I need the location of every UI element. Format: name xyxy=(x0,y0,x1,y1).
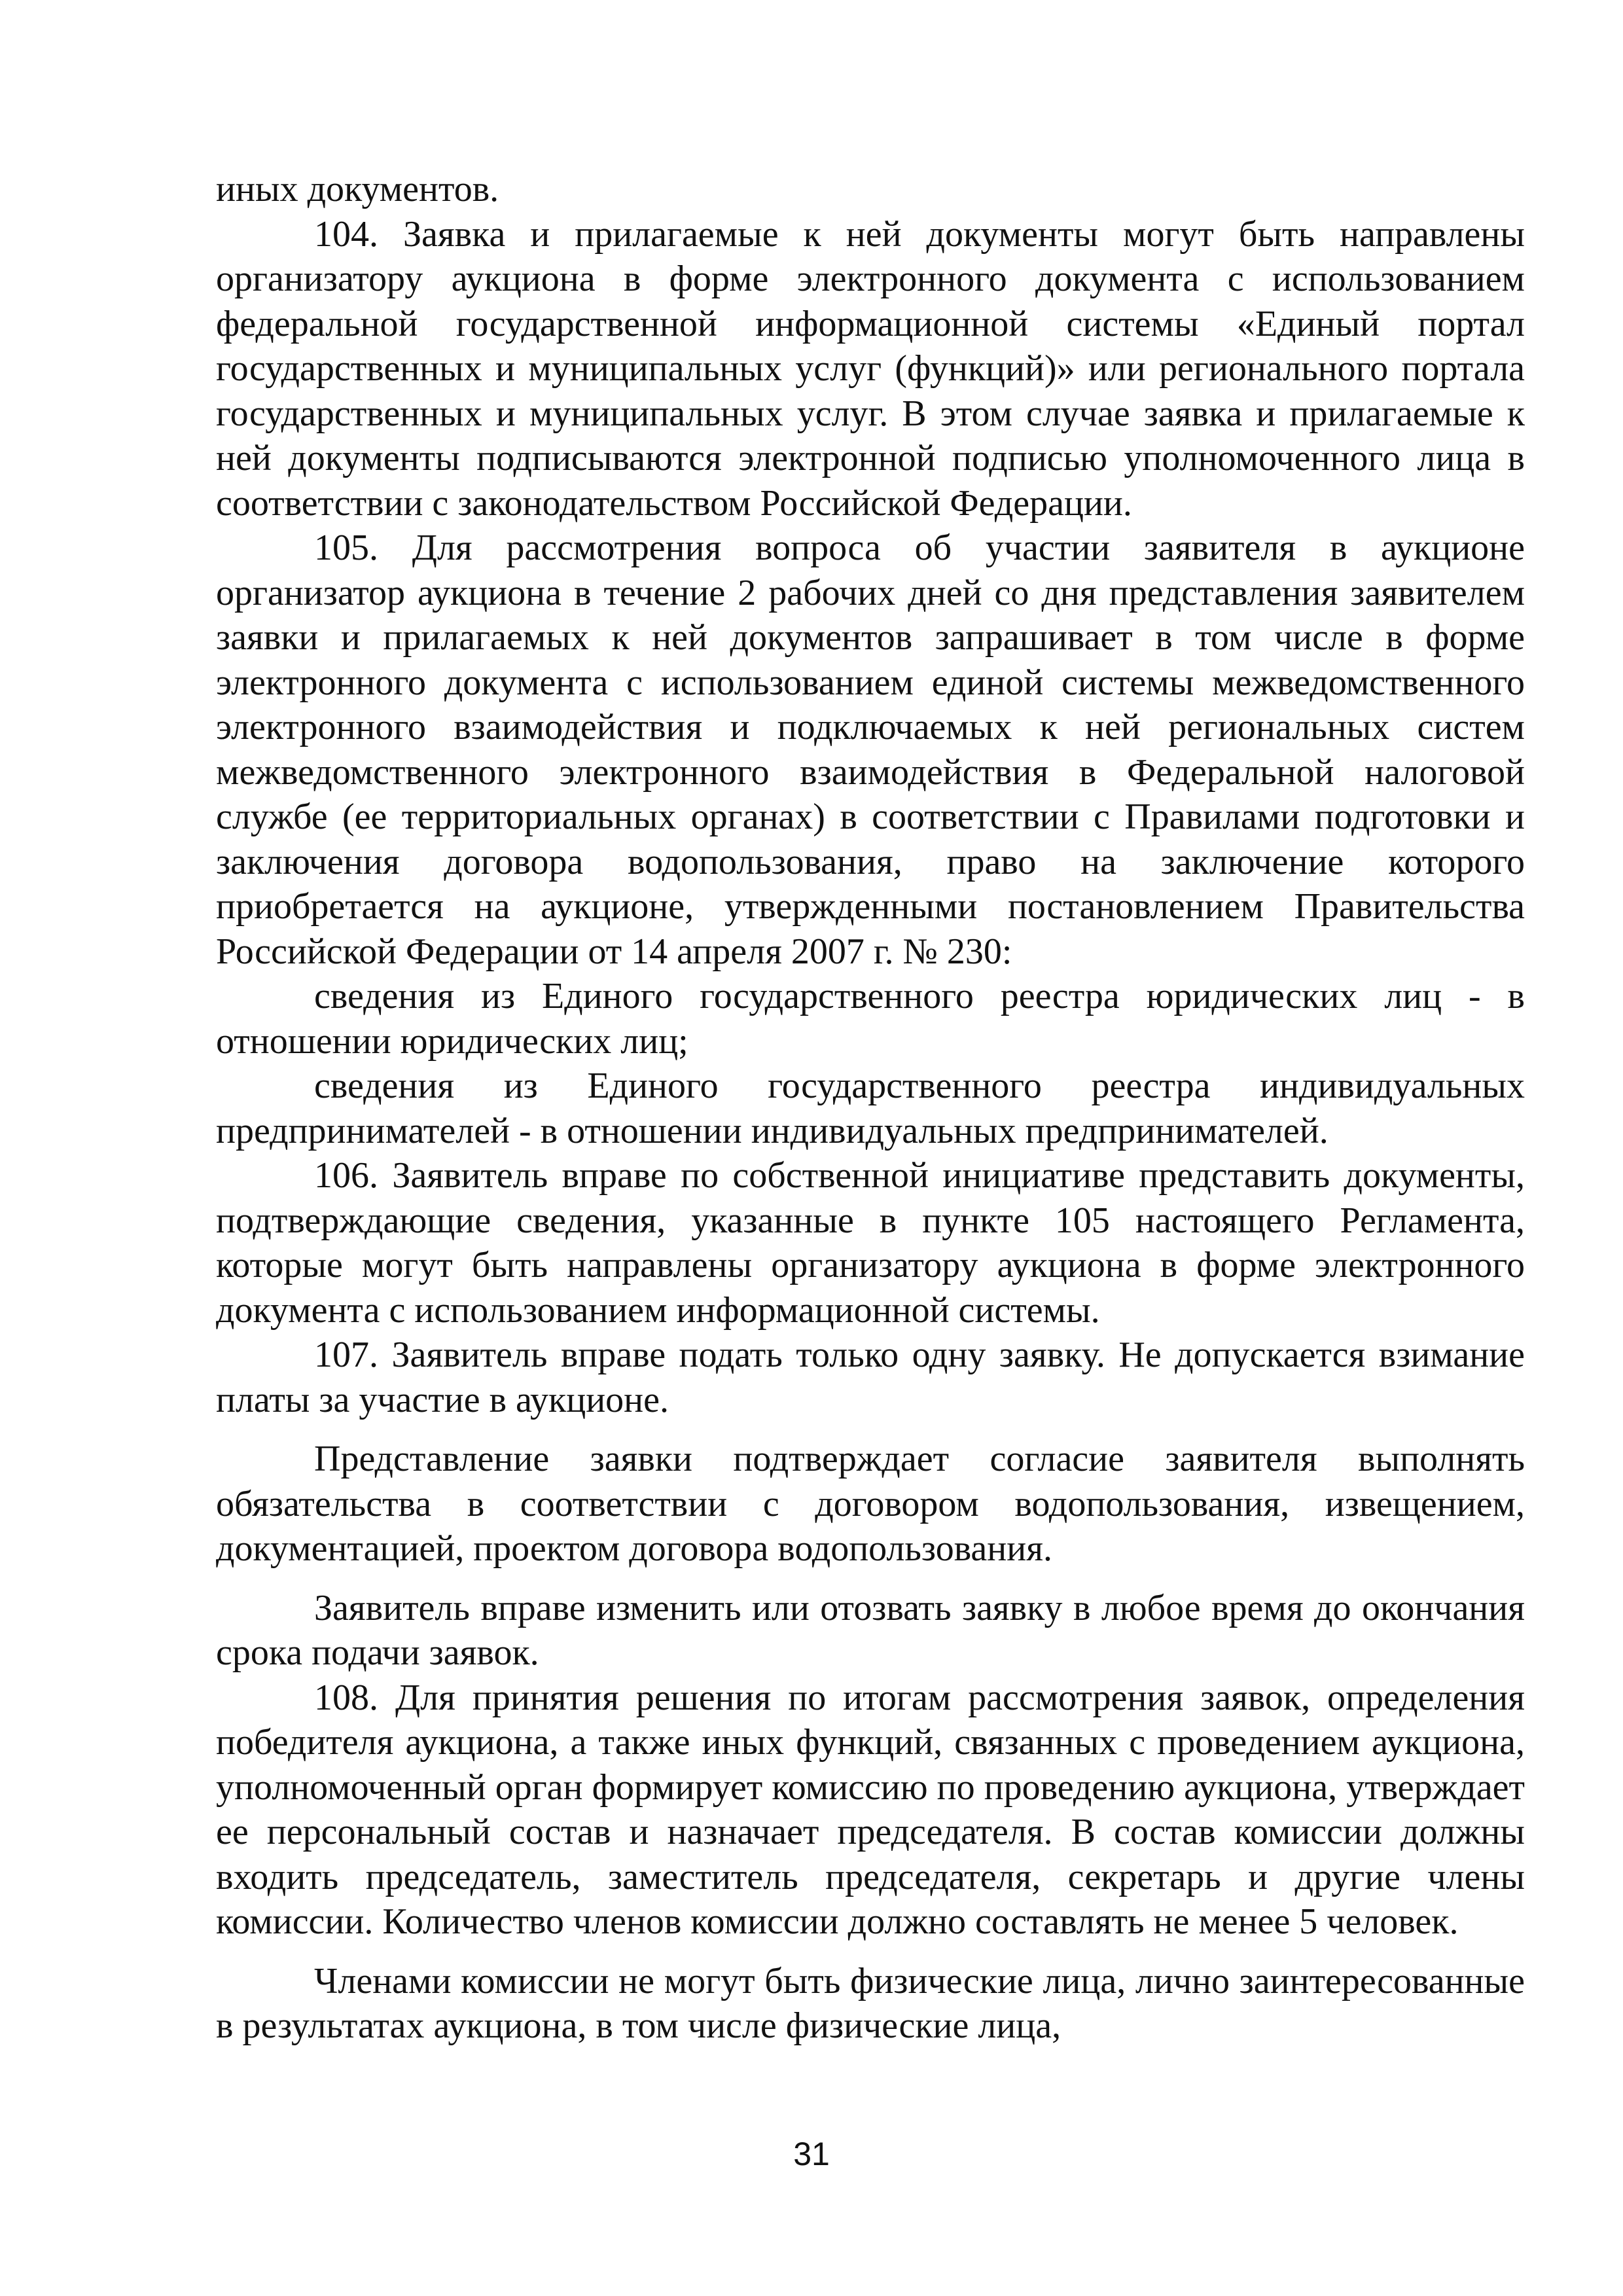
paragraph-104: 104. Заявка и прилагаемые к ней документы могут быть направлены организатору аукциона в форме электронного документа с использованием федеральной государственной информационной системы «Единый портал государственных и муниципальных услуг (функций)» или регионального портала государственных и муниципальных услуг. В этом случае заявка и прилагаемые к ней документы подписываются электронной подписью уполномоченного лица в соответствии с законодательством Российской Федерации. xyxy=(216,213,1525,524)
paragraph-105-item-legal-entities: сведения из Единого государственного реестра юридических лиц - в отношении юридических лиц; xyxy=(216,976,1525,1062)
paragraph-105: 105. Для рассмотрения вопроса об участии заявителя в аукционе организатор аукциона в течение 2 рабочих дней со дня представления заявителем заявки и прилагаемых к ней документов запрашивает в том числе в форме электронного документа с использованием единой системы межведомственного электронного взаимодействия и подключаемых к ней региональных систем межведомственного электронного взаимодействия в Федеральной налоговой службе (ее территориальных органах) в соответствии с Правилами подготовки и заключения договора водопользования, право на заключение которого приобретается на аукционе, утвержденными постановлением Правительства Российской Федерации от 14 апреля 2007 г. № 230: xyxy=(216,528,1525,972)
paragraph-107: 107. Заявитель вправе подать только одну заявку. Не допускается взимание платы за участие в аукционе. xyxy=(216,1335,1525,1420)
paragraph-107-consent: Представление заявки подтверждает согласие заявителя выполнять обязательства в соответствии с договором водопользования, извещением, документацией, проектом договора водопользования. xyxy=(216,1439,1525,1569)
paragraph-107-withdraw: Заявитель вправе изменить или отозвать заявку в любое время до окончания срока подачи заявок. xyxy=(216,1587,1525,1673)
paragraph-106: 106. Заявитель вправе по собственной инициативе представить документы, подтверждающие сведения, указанные в пункте 105 настоящего Регламента, которые могут быть направлены организатору аукциона в форме электронного документа с использованием информационной системы. xyxy=(216,1155,1525,1331)
paragraph-continuation: иных документов. xyxy=(216,169,499,209)
paragraph-108-members: Членами комиссии не могут быть физические лица, лично заинтересованные в результатах аукциона, в том числе физические лица, xyxy=(216,1960,1525,2046)
document-body xyxy=(216,167,1525,2049)
paragraph-105-item-entrepreneurs: сведения из Единого государственного реестра индивидуальных предпринимателей - в отношении индивидуальных предпринимателей. xyxy=(216,1066,1525,1151)
paragraph-108: 108. Для принятия решения по итогам рассмотрения заявок, определения победителя аукциона, а также иных функций, связанных с проведением аукциона, уполномоченный орган формирует комиссию по проведению аукциона, утверждает ее персональный состав и назначает председателя. В состав комиссии должны входить председатель, заместитель председателя, секретарь и другие члены комиссии. Количество членов комиссии должно составлять не менее 5 человек. xyxy=(216,1677,1525,1942)
page-number: 31 xyxy=(793,2136,830,2172)
